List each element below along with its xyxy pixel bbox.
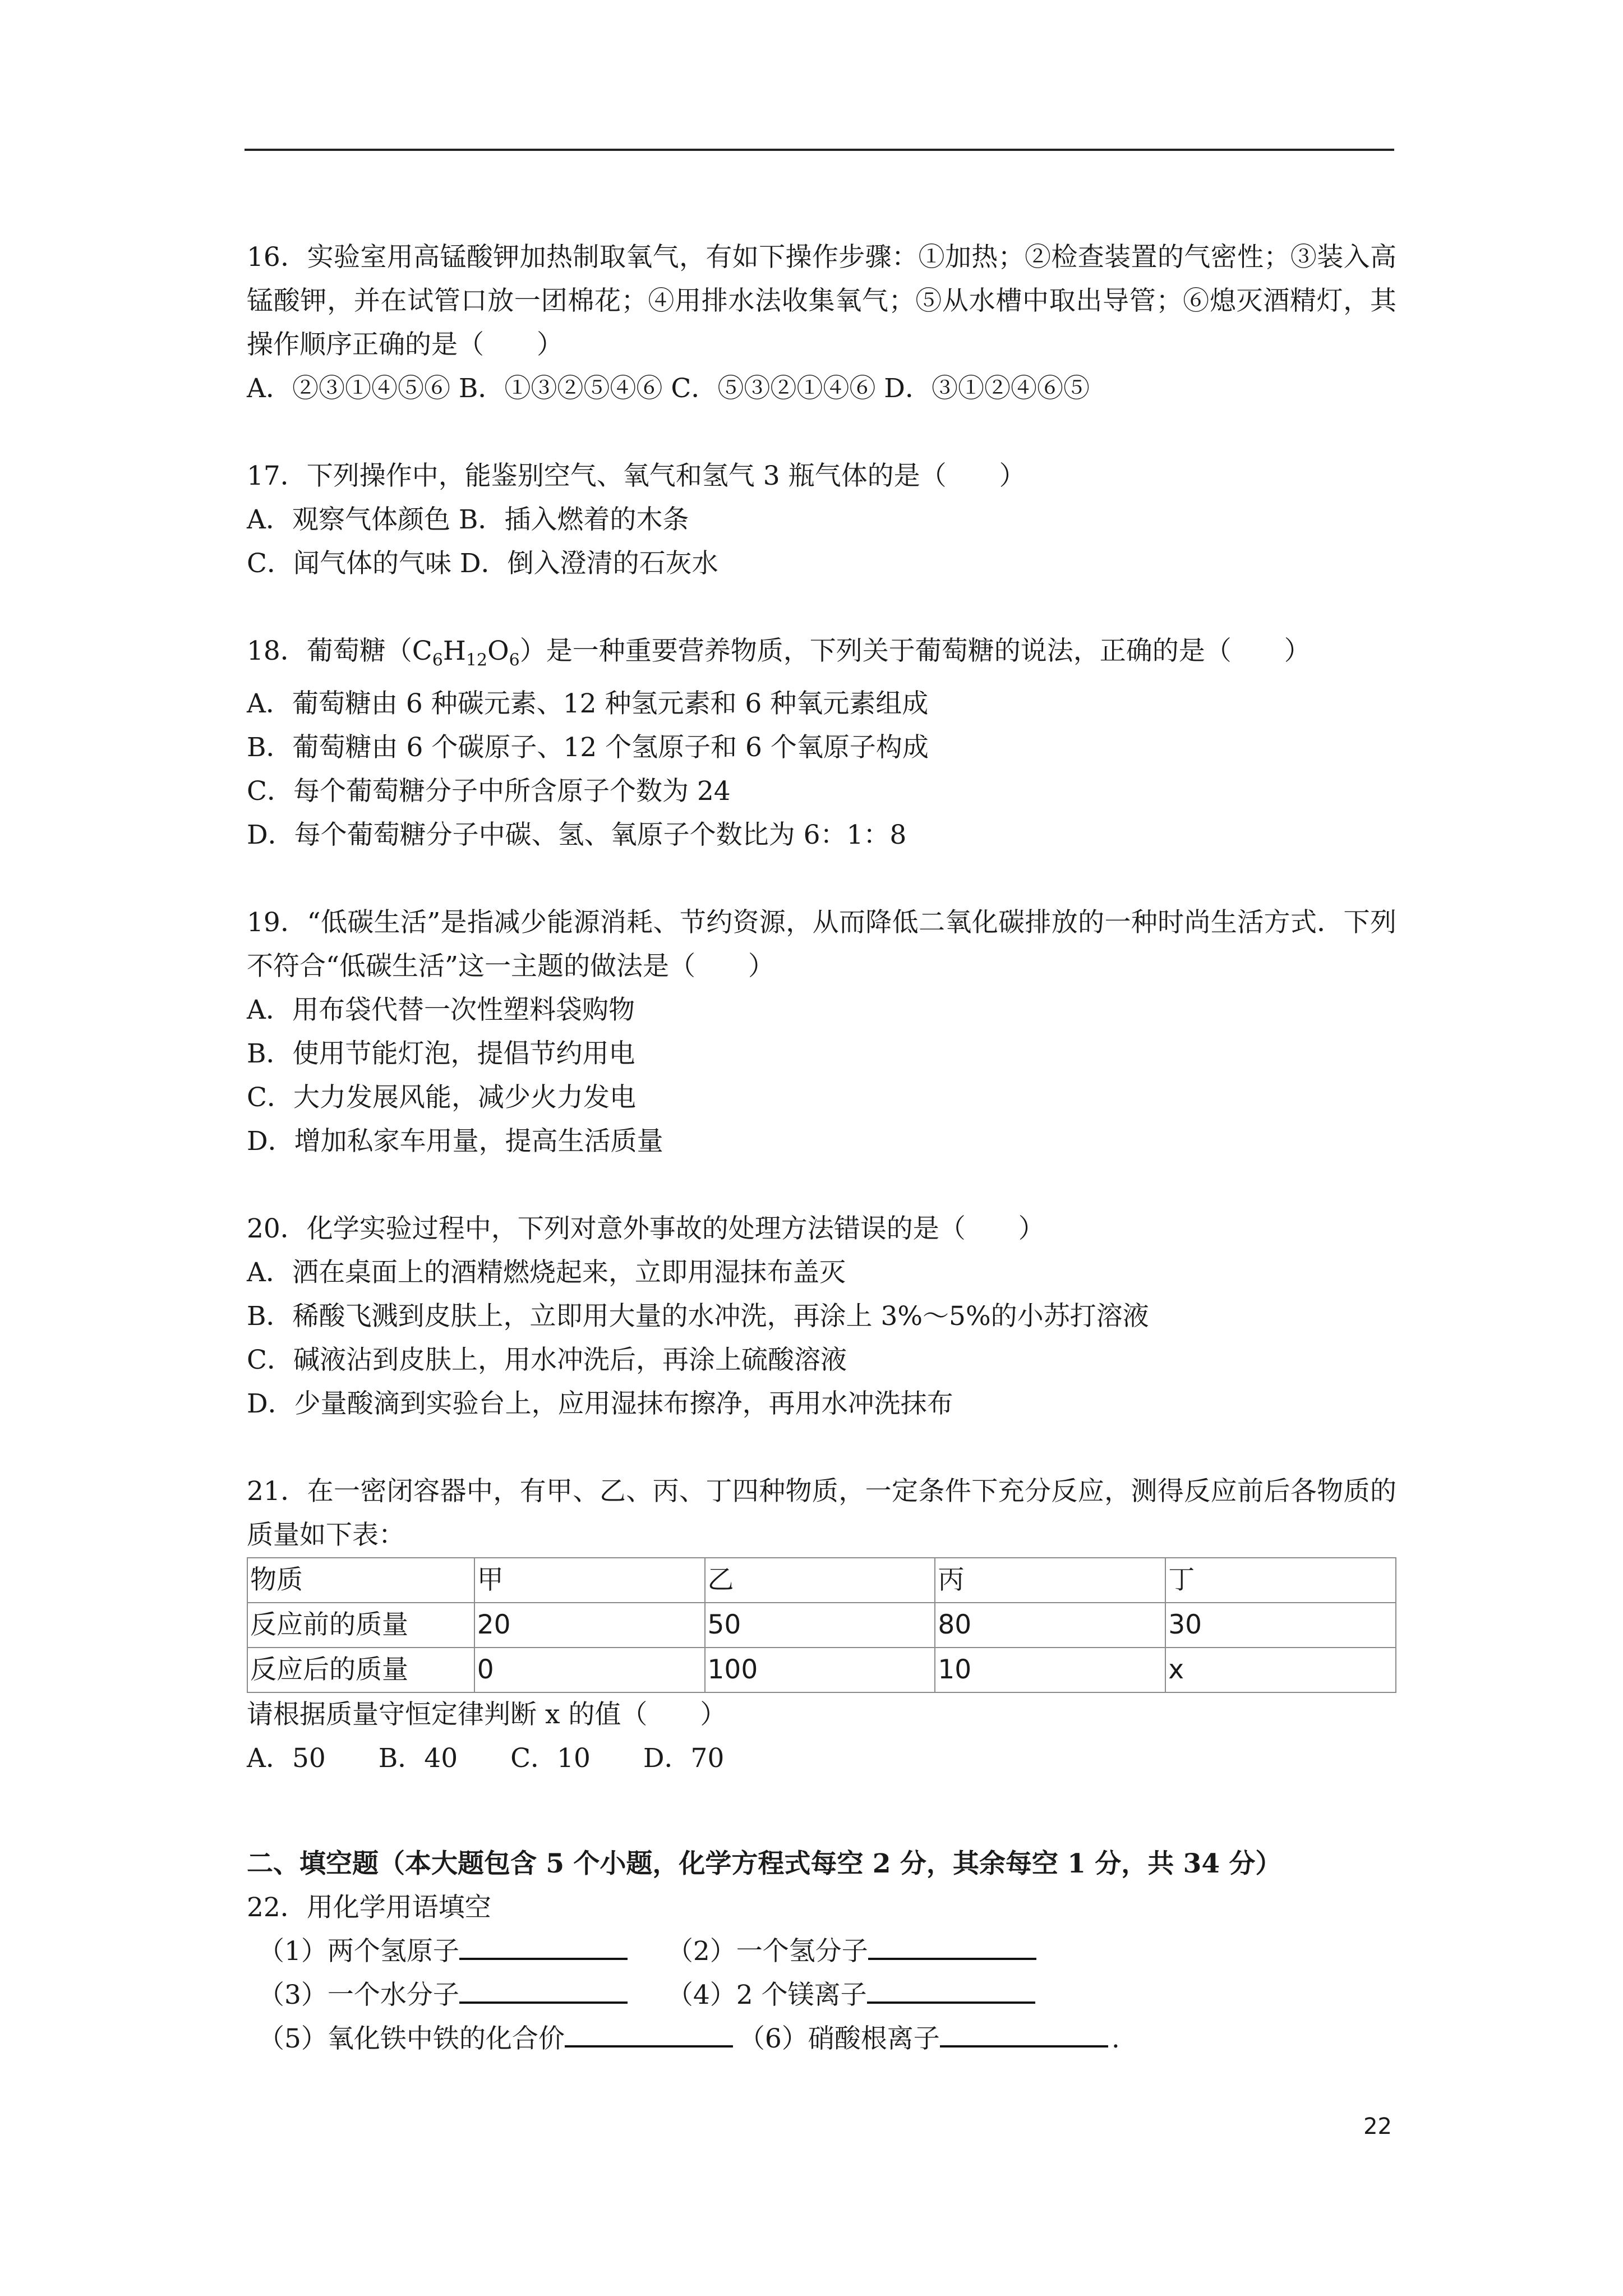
question-stem <box>247 629 1396 682</box>
page-number: 22 <box>1363 2114 1392 2139</box>
option-line: A．观察气体颜色 B．插入燃着的木条 <box>247 504 689 535</box>
question-19 <box>247 901 1396 1163</box>
fill-label: （4）2 个镁离子 <box>666 1980 867 2011</box>
table-cell: 50 <box>705 1603 935 1648</box>
option-line: A．葡萄糖由 6 种碳元素、12 种氢元素和 6 种氧元素组成 <box>247 688 929 720</box>
table-cell: 甲 <box>474 1558 705 1603</box>
table-cell: 反应前的质量 <box>247 1603 474 1648</box>
question-21 <box>247 1470 1396 1780</box>
fill-row <box>247 1973 1396 2017</box>
answer-blank[interactable] <box>867 1975 1035 2004</box>
table-cell: 20 <box>474 1603 705 1648</box>
question-17 <box>247 454 1396 586</box>
option-line: A．用布袋代替一次性塑料袋购物 <box>247 995 635 1026</box>
table-cell: 100 <box>705 1648 935 1692</box>
question-16 <box>247 236 1396 411</box>
option-line: D．增加私家车用量，提高生活质量 <box>247 1126 663 1157</box>
fill-row <box>247 1930 1396 1973</box>
table-cell: 丙 <box>935 1558 1165 1603</box>
answer-blank[interactable] <box>868 1931 1036 1960</box>
subscript: 6 <box>432 650 443 670</box>
fill-label: （5）氧化铁中铁的化合价 <box>258 2023 565 2055</box>
table-cell: x <box>1165 1648 1396 1692</box>
question-stem: 21．在一密闭容器中，有甲、乙、丙、丁四种物质，一定条件下充分反应，测得反应前后各物质的质量如下表： <box>247 1476 1396 1551</box>
question-22 <box>247 1886 1396 2061</box>
table-row <box>247 1558 1396 1603</box>
option-line: B．葡萄糖由 6 个碳原子、12 个氢原子和 6 个氧原子构成 <box>247 732 929 763</box>
stem-part: ）是一种重要营养物质，下列关于葡萄糖的说法，正确的是（ ） <box>519 636 1311 666</box>
table-row <box>247 1603 1396 1648</box>
end-period: . <box>1111 2023 1120 2055</box>
table-cell: 0 <box>474 1648 705 1692</box>
subscript: 12 <box>465 650 488 670</box>
question-options: A．50 B．40 C．10 D．70 <box>247 1743 725 1774</box>
answer-blank[interactable] <box>459 1975 628 2004</box>
mass-table <box>247 1557 1396 1693</box>
table-row <box>247 1648 1396 1692</box>
question-stem: 22．用化学用语填空 <box>247 1892 491 1924</box>
option-line: B．稀酸飞溅到皮肤上，立即用大量的水冲洗，再涂上 3%～5%的小苏打溶液 <box>247 1301 1149 1332</box>
stem-part: O <box>487 636 509 666</box>
option-line: C．闻气体的气味 D．倒入澄清的石灰水 <box>247 548 718 579</box>
question-18 <box>247 629 1396 857</box>
option-line: C．碱液沾到皮肤上，用水冲洗后，再涂上硫酸溶液 <box>247 1345 847 1376</box>
fill-label: （6）硝酸根离子 <box>738 2023 940 2055</box>
stem-part: H <box>442 636 466 666</box>
question-20 <box>247 1207 1396 1426</box>
option-line: A．洒在桌面上的酒精燃烧起来，立即用湿抹布盖灭 <box>247 1257 846 1289</box>
question-stem: 20．化学实验过程中，下列对意外事故的处理方法错误的是（ ） <box>247 1213 1045 1245</box>
option-line: B．使用节能灯泡，提倡节约用电 <box>247 1038 635 1070</box>
fill-label: （2）一个氢分子 <box>666 1936 868 1967</box>
option-line: D．少量酸滴到实验台上，应用湿抹布擦净，再用水冲洗抹布 <box>247 1388 953 1420</box>
table-cell: 反应后的质量 <box>247 1648 474 1692</box>
question-stem: 16．实验室用高锰酸钾加热制取氧气，有如下操作步骤：①加热；②检查装置的气密性；③装入高锰酸钾，并在试管口放一团棉花；④用排水法收集氧气；⑤从水槽中取出导管；⑥熄灭酒精灯，其操作顺序正确的是（ ） <box>247 242 1396 360</box>
question-options: A．②③①④⑤⑥ B．①③②⑤④⑥ C．⑤③②①④⑥ D．③①②④⑥⑤ <box>247 373 1090 404</box>
answer-blank[interactable] <box>940 2018 1108 2047</box>
table-cell: 30 <box>1165 1603 1396 1648</box>
section-heading: 二、填空题（本大题包含 5 个小题，化学方程式每空 2 分，其余每空 1 分，共 34 分） <box>247 1848 1282 1880</box>
table-cell: 乙 <box>705 1558 935 1603</box>
option-line: D．每个葡萄糖分子中碳、氢、氧原子个数比为 6：1：8 <box>247 820 907 851</box>
table-cell: 80 <box>935 1603 1165 1648</box>
header-rule <box>245 149 1394 151</box>
option-line: C．大力发展风能，减少火力发电 <box>247 1082 636 1114</box>
answer-blank[interactable] <box>459 1931 628 1960</box>
fill-row <box>247 2017 1396 2061</box>
question-prompt: 请根据质量守恒定律判断 x 的值（ ） <box>247 1699 727 1731</box>
table-cell: 物质 <box>247 1558 474 1603</box>
fill-label: （3）一个水分子 <box>258 1980 459 2011</box>
fill-label: （1）两个氢原子 <box>258 1936 459 1967</box>
table-cell: 丁 <box>1165 1558 1396 1603</box>
option-line: C．每个葡萄糖分子中所含原子个数为 24 <box>247 776 731 807</box>
question-stem: 17．下列操作中，能鉴别空气、氧气和氢气 3 瓶气体的是（ ） <box>247 461 1026 491</box>
question-stem: 19．“低碳生活”是指减少能源消耗、节约资源，从而降低二氧化碳排放的一种时尚生活方式．下列不符合“低碳生活”这一主题的做法是（ ） <box>247 907 1396 982</box>
stem-part: 18．葡萄糖（C <box>247 636 432 666</box>
subscript: 6 <box>509 650 520 670</box>
answer-blank[interactable] <box>565 2018 733 2047</box>
table-cell: 10 <box>935 1648 1165 1692</box>
document-page <box>247 236 1396 2061</box>
